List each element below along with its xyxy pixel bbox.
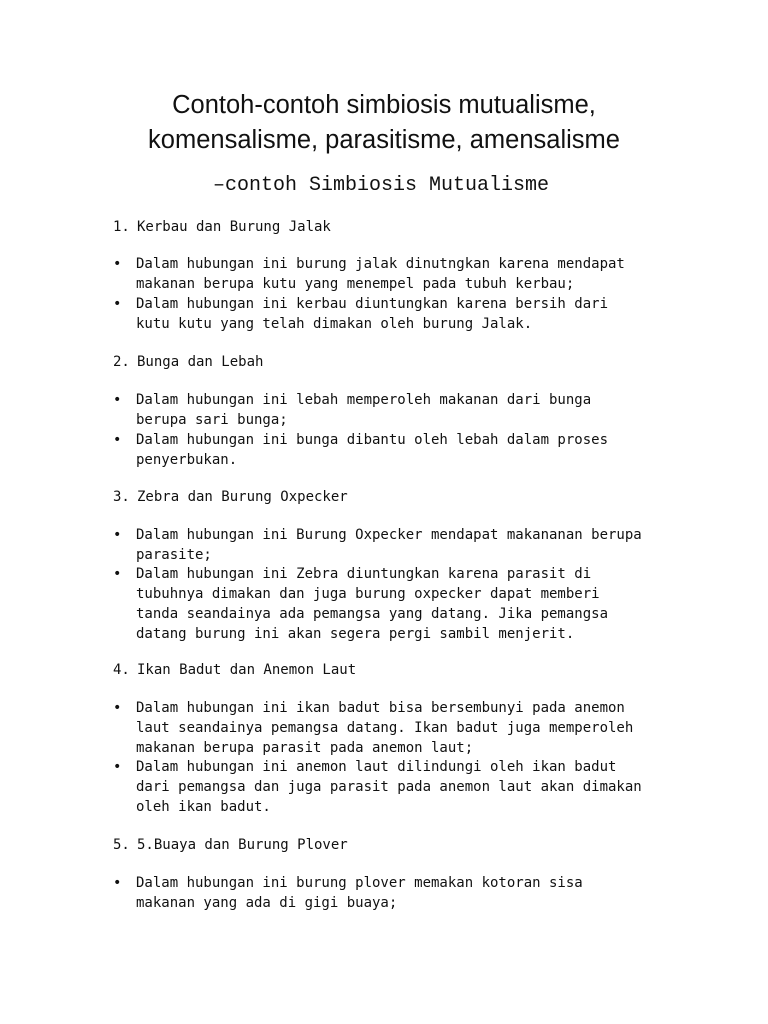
list-item bbox=[113, 294, 693, 334]
bullet-icon: • bbox=[113, 296, 122, 312]
section-number: 5. bbox=[113, 837, 130, 853]
list-item bbox=[113, 757, 693, 817]
document-subtitle: –contoh Simbiosis Mutualisme bbox=[213, 174, 550, 197]
section-heading bbox=[113, 835, 348, 855]
section-number: 2. bbox=[113, 354, 130, 370]
list-item bbox=[113, 254, 693, 294]
bullet-icon: • bbox=[113, 432, 122, 448]
list-item bbox=[113, 430, 693, 470]
list-item bbox=[113, 525, 693, 565]
document-title bbox=[0, 88, 768, 158]
list-item-text: Dalam hubungan ini Burung Oxpecker mendapat makananan berupa parasite; bbox=[136, 527, 642, 563]
bullet-icon: • bbox=[113, 256, 122, 272]
section-number: 3. bbox=[113, 489, 130, 505]
section-title: Kerbau dan Burung Jalak bbox=[137, 219, 331, 235]
title-line-2: komensalisme, parasitisme, amensalisme bbox=[148, 126, 620, 154]
list-item bbox=[113, 390, 693, 430]
list-item-text: Dalam hubungan ini burung plover memakan kotoran sisa makanan yang ada di gigi buaya; bbox=[136, 875, 583, 911]
bullet-icon: • bbox=[113, 759, 122, 775]
list-item-text: Dalam hubungan ini bunga dibantu oleh lebah dalam proses penyerbukan. bbox=[136, 432, 609, 468]
list-item bbox=[113, 873, 693, 913]
title-line-1: Contoh-contoh simbiosis mutualisme, bbox=[172, 91, 596, 119]
section-heading bbox=[113, 352, 263, 372]
list-item-text: Dalam hubungan ini Zebra diuntungkan karena parasit di tubuhnya dimakan dan juga burung oxpecker dapat memberi tanda seandainya ada pemangsa yang datang. Jika pemangsa datang burung ini akan segera pergi sambil menjerit. bbox=[136, 566, 609, 642]
section-title: Ikan Badut dan Anemon Laut bbox=[137, 662, 357, 678]
bullet-icon: • bbox=[113, 392, 122, 408]
section-title: 5.Buaya dan Burung Plover bbox=[137, 837, 348, 853]
section-title: Bunga dan Lebah bbox=[137, 354, 264, 370]
list-item bbox=[113, 564, 693, 644]
list-item bbox=[113, 698, 693, 758]
list-item-text: Dalam hubungan ini lebah memperoleh makanan dari bunga berupa sari bunga; bbox=[136, 392, 592, 428]
list-item-text: Dalam hubungan ini anemon laut dilindungi oleh ikan badut dari pemangsa dan juga parasit pada anemon laut akan dimakan oleh ikan badut. bbox=[136, 759, 642, 815]
section-title: Zebra dan Burung Oxpecker bbox=[137, 489, 348, 505]
section-heading bbox=[113, 660, 356, 680]
bullet-icon: • bbox=[113, 566, 122, 582]
section-heading bbox=[113, 487, 348, 507]
bullet-icon: • bbox=[113, 700, 122, 716]
section-heading bbox=[113, 217, 331, 237]
bullet-icon: • bbox=[113, 875, 122, 891]
section-number: 1. bbox=[113, 219, 130, 235]
list-item-text: Dalam hubungan ini kerbau diuntungkan karena bersih dari kutu kutu yang telah dimakan oleh burung Jalak. bbox=[136, 296, 609, 332]
bullet-icon: • bbox=[113, 527, 122, 543]
section-number: 4. bbox=[113, 662, 130, 678]
list-item-text: Dalam hubungan ini burung jalak dinutngkan karena mendapat makanan berupa kutu yang menempel pada tubuh kerbau; bbox=[136, 256, 625, 292]
list-item-text: Dalam hubungan ini ikan badut bisa bersembunyi pada anemon laut seandainya pemangsa datang. Ikan badut juga memperoleh makanan berupa parasit pada anemon laut; bbox=[136, 700, 634, 756]
